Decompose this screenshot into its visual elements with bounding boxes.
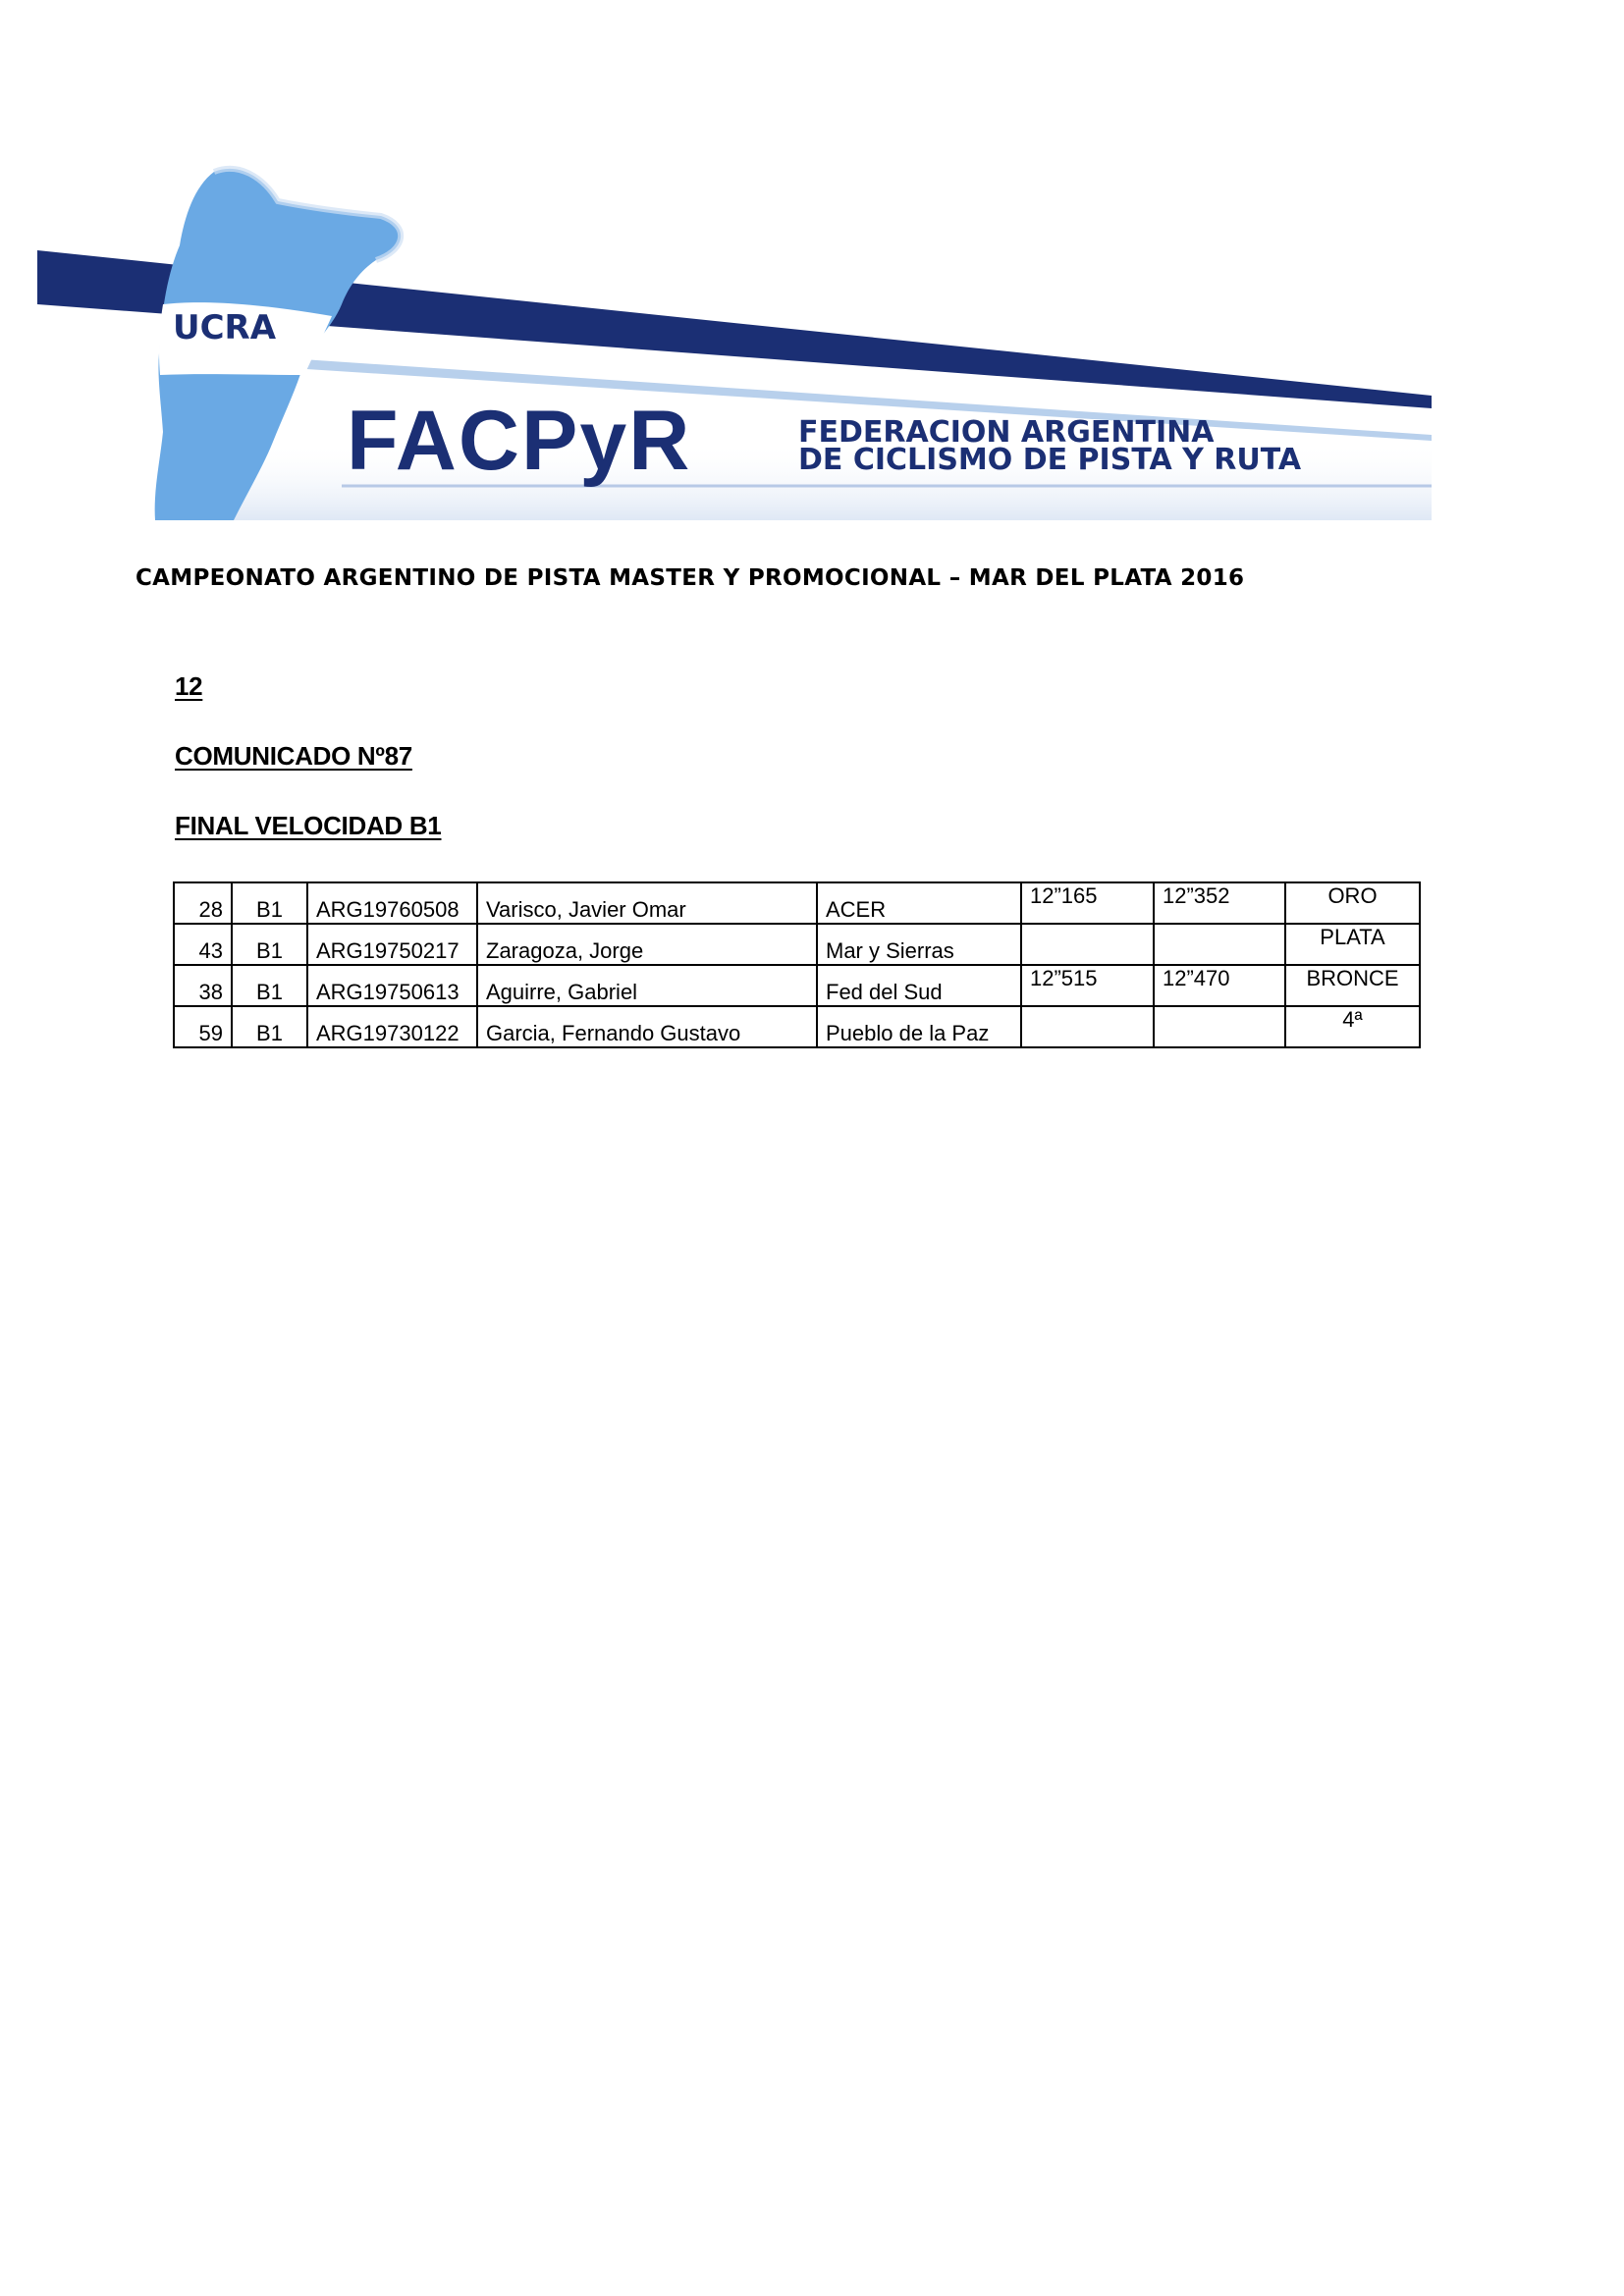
table-row	[174, 924, 1420, 965]
license-cell: ARG19760508	[307, 882, 477, 924]
team-cell: Fed del Sud	[817, 965, 1021, 1006]
table-row	[174, 882, 1420, 924]
dorsal-cell: 43	[174, 924, 232, 965]
dorsal-cell: 38	[174, 965, 232, 1006]
facpyr-ucra-logo-banner	[37, 157, 1432, 530]
name-cell: Zaragoza, Jorge	[477, 924, 817, 965]
svg-text:DE CICLISMO DE PISTA Y RUTA: DE CICLISMO DE PISTA Y RUTA	[798, 443, 1302, 477]
team-cell: ACER	[817, 882, 1021, 924]
name-cell: Varisco, Javier Omar	[477, 882, 817, 924]
time2-cell	[1154, 1006, 1285, 1047]
dorsal-cell: 59	[174, 1006, 232, 1047]
table-row	[174, 965, 1420, 1006]
license-cell: ARG19750217	[307, 924, 477, 965]
place-cell: 4ª	[1285, 1006, 1420, 1047]
team-cell: Mar y Sierras	[817, 924, 1021, 965]
svg-text:FEDERACION ARGENTINA: FEDERACION ARGENTINA	[798, 415, 1215, 450]
results-table	[173, 881, 1421, 1048]
dorsal-cell: 28	[174, 882, 232, 924]
communique-title: COMUNICADO Nº87	[175, 741, 412, 771]
place-cell: PLATA	[1285, 924, 1420, 965]
name-cell: Aguirre, Gabriel	[477, 965, 817, 1006]
time2-cell: 12”352	[1154, 882, 1285, 924]
license-cell: ARG19750613	[307, 965, 477, 1006]
place-cell: ORO	[1285, 882, 1420, 924]
page-number: 12	[175, 671, 203, 701]
team-cell: Pueblo de la Paz	[817, 1006, 1021, 1047]
category-cell: B1	[232, 1006, 307, 1047]
category-cell: B1	[232, 882, 307, 924]
place-cell: BRONCE	[1285, 965, 1420, 1006]
time1-cell: 12”515	[1021, 965, 1154, 1006]
svg-text:FACPyR: FACPyR	[347, 394, 692, 488]
time1-cell	[1021, 1006, 1154, 1047]
category-cell: B1	[232, 965, 307, 1006]
time2-cell: 12”470	[1154, 965, 1285, 1006]
event-title: FINAL VELOCIDAD B1	[175, 811, 442, 840]
svg-text:UCRA: UCRA	[173, 308, 277, 347]
category-cell: B1	[232, 924, 307, 965]
championship-heading: CAMPEONATO ARGENTINO DE PISTA MASTER Y PROMOCIONAL – MAR DEL PLATA 2016	[135, 565, 1245, 591]
time2-cell	[1154, 924, 1285, 965]
time1-cell: 12”165	[1021, 882, 1154, 924]
table-row	[174, 1006, 1420, 1047]
name-cell: Garcia, Fernando Gustavo	[477, 1006, 817, 1047]
license-cell: ARG19730122	[307, 1006, 477, 1047]
time1-cell	[1021, 924, 1154, 965]
